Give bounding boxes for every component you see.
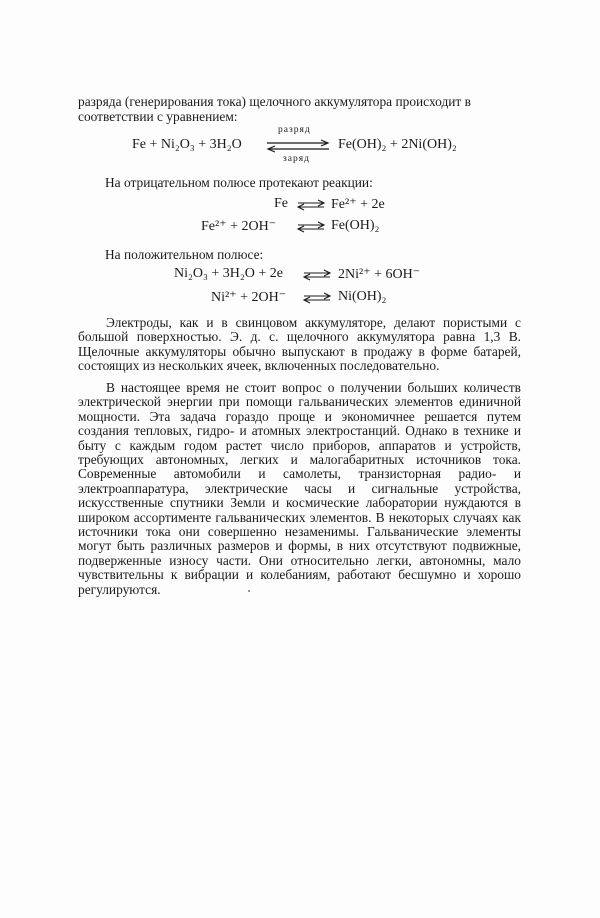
negative-heading: На отрицательном полюсе протекают реакции: [105,175,373,190]
negative-r2-left: Fe²⁺ + 2OH⁻ [201,219,277,234]
positive-heading: На положительном полюсе: [105,247,264,262]
positive-r2-right: Ni(OH)₂ [338,289,387,304]
positive-r2-left: Ni²⁺ + 2OH⁻ [211,290,287,305]
intro-line-2: соответствии с уравнением: [78,109,238,124]
overall-right: Fe(OH)₂ + 2Ni(OH)₂ [338,137,457,152]
negative-r1-right: Fe²⁺ + 2e [331,197,385,212]
equilibrium-arrow-icon [296,221,326,233]
overall-label-charge: заряд [283,154,310,164]
paragraph-galvanic-elements: В настоящее время не стоит вопрос о получении больших количеств электрической энергии при помощи гальванических элементов единичной мощности. Эта задача гораздо проще и экономичнее решается путем создания тепловых, гидро- и атомных электростанций. Однако в технике и быту с каждым годом растет число приборов, аппаратов и устройств, требующих автономных, легких и малогабаритных источников тока. Современные автомобили и самолеты, транзисторная радио- и электроаппаратура, электрические часы и сигнальные устройства, искусственные спутники Земли и космические лаборатории нуждаются в широком ассортименте гальванических элементов. В некоторых случаях как источники тока они совершенно незаменимы. Гальванические элементы могут быть различных размеров и формы, в них отсутствуют подвижные, подверженные износу части. Они относительно легки, автономны, мало чувствительны к вибрации и колебаниям, работают бесшумно и хорошо регулируются. [78,380,521,597]
page-speck [248,590,250,592]
overall-label-discharge: разряд [278,125,311,135]
negative-r1-left: Fe [274,196,288,211]
double-arrow-icon [265,138,331,154]
equilibrium-arrow-icon [302,269,332,281]
intro-line-1: разряда (генерирования тока) щелочного аккумулятора происходит в [78,94,471,109]
equilibrium-arrow-icon [296,199,326,211]
negative-r2-right: Fe(OH)₂ [331,218,380,233]
equilibrium-arrow-icon [302,292,332,304]
positive-r1-left: Ni₂O₃ + 3H₂O + 2e [174,266,283,281]
positive-r1-right: 2Ni²⁺ + 6OH⁻ [338,267,421,282]
overall-left: Fe + Ni₂O₃ + 3H₂O [132,137,242,152]
paragraph-electrodes: Электроды, как и в свинцовом аккумуляторе, делают пористыми с большой поверхностью. Э. д. с. щелочного аккумулятора равна 1,3 В. Щелочные аккумуляторы обычно выпускают в продажу в форме батарей, состоящих из нескольких ячеек, включенных последовательно. [78,315,521,374]
